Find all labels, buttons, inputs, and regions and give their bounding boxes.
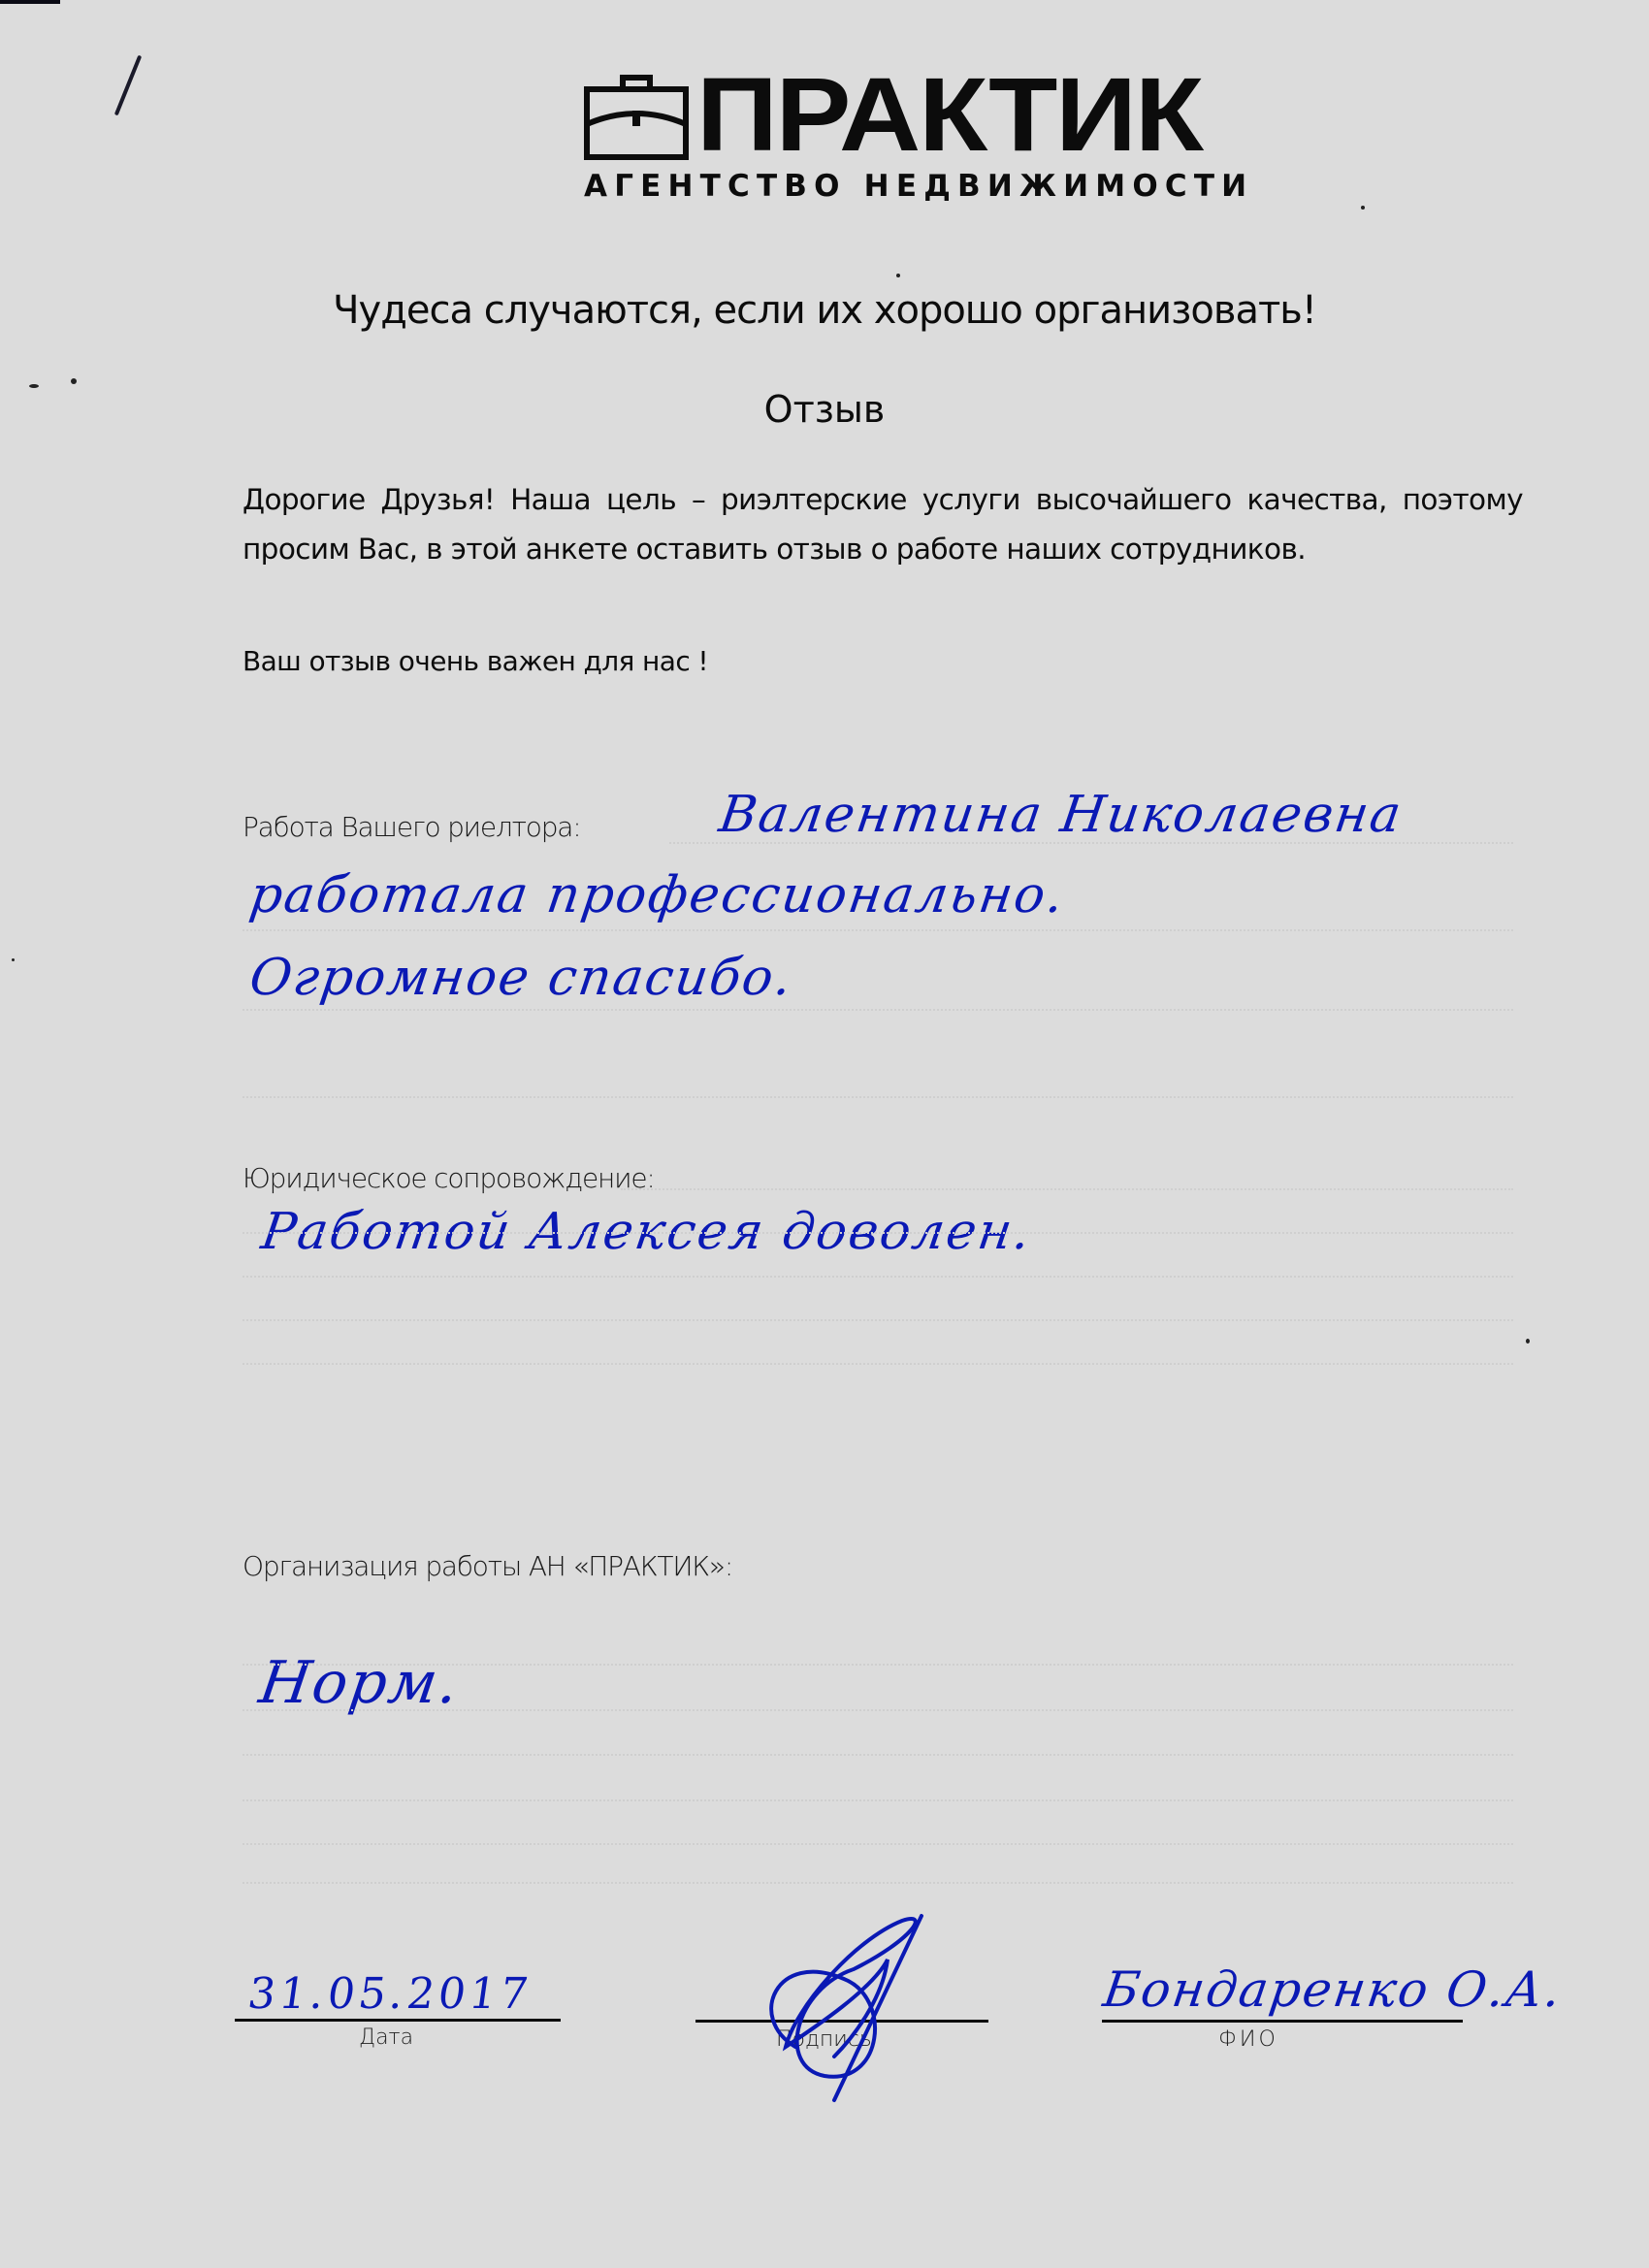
answer-line <box>242 1709 1513 1711</box>
answer-line <box>242 1882 1513 1884</box>
answer-line <box>242 1009 1513 1011</box>
slogan: Чудеса случаются, если их хорошо организовать! <box>333 288 1316 333</box>
speck <box>71 378 77 384</box>
answer-line <box>242 1363 1513 1365</box>
answer-line <box>242 929 1513 931</box>
speck <box>1526 1339 1530 1344</box>
speck <box>896 274 900 277</box>
answer-line <box>621 1188 1513 1190</box>
intro-note: Ваш отзыв очень важен для нас ! <box>242 645 709 677</box>
briefcase-icon <box>584 74 689 161</box>
name-line <box>1102 2020 1463 2023</box>
section-label-legal: Юридическое сопровождение: <box>242 1162 655 1194</box>
answer-line <box>242 1096 1513 1098</box>
intro-text: Дорогие Друзья! Наша цель – риэлтерские услуги высочайшего качества, поэтому просим Вас, в этой анкете оставить отзыв о работе наших сотрудников. <box>242 483 1523 566</box>
signature-scribble <box>737 1901 989 2115</box>
brand-subtitle: АГЕНТСТВО НЕДВИЖИМОСТИ <box>584 169 1254 204</box>
handwritten-name: Бондаренко О.А. <box>1099 1961 1567 2018</box>
answer-line <box>242 1754 1513 1756</box>
signature-caption: Подпись <box>776 2027 872 2052</box>
handwritten-realtor-line-3: Огромное спасибо. <box>245 949 797 1007</box>
answer-line <box>242 1664 1513 1666</box>
company-logo <box>584 55 1254 204</box>
handwritten-date: 31.05.2017 <box>244 1969 535 2019</box>
handwritten-realtor-line-2: работала профессионально. <box>245 866 1069 924</box>
speck <box>1361 206 1365 210</box>
answer-line <box>669 842 1513 844</box>
handwritten-realtor-line-1: Валентина Николаевна <box>715 786 1406 844</box>
intro-paragraph <box>242 475 1523 574</box>
answer-line <box>242 1319 1513 1321</box>
name-caption: ФИО <box>1218 2027 1278 2052</box>
brand-name: ПРАКТИК <box>696 55 1202 173</box>
page-title: Отзыв <box>763 388 886 431</box>
answer-line <box>242 1799 1513 1801</box>
handwritten-legal-line-1: Работой Алексея доволен. <box>257 1203 1036 1261</box>
scan-edge-artifact <box>0 0 60 4</box>
answer-line <box>242 1232 1513 1234</box>
date-caption: Дата <box>359 2025 414 2050</box>
answer-line <box>242 1276 1513 1278</box>
pen-mark <box>114 55 142 116</box>
handwritten-organization-line-1: Норм. <box>255 1649 465 1717</box>
speck <box>12 958 15 961</box>
answer-line <box>242 1843 1513 1845</box>
section-label-realtor: Работа Вашего риелтора: <box>242 811 581 843</box>
date-line <box>235 2019 561 2022</box>
section-label-organization: Организация работы АН «ПРАКТИК»: <box>242 1550 733 1582</box>
